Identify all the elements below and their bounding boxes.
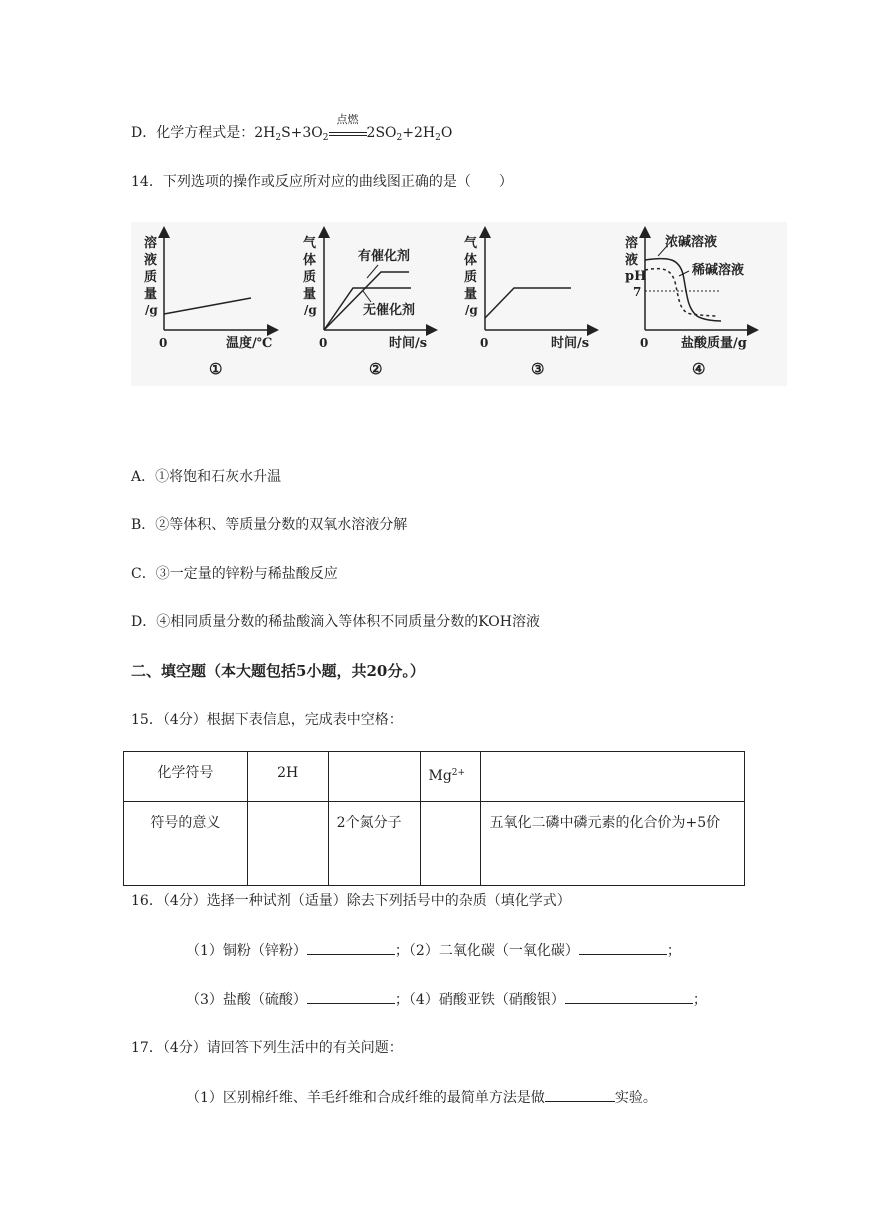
ylabel-char: 液 [144,253,158,268]
svg-text:质: 质 [464,270,478,285]
svg-text:0: 0 [480,336,489,350]
table-row [124,802,745,886]
ylabel-unit: /g [145,303,158,317]
answer-blank[interactable] [307,989,395,1004]
table-cell: $Mg^{2+}$ [420,752,481,802]
xlabel: 温度/℃ [226,336,273,351]
row-header: 化学符号 [124,752,248,802]
answer-blank[interactable] [307,940,395,955]
q14-option-b: B．②等体积、等质量分数的双氧水溶液分解 [131,517,408,533]
answer-blank[interactable] [579,940,667,955]
tick-7: 7 [633,285,642,299]
svg-text:溶: 溶 [625,236,639,251]
svg-text:体: 体 [464,253,478,268]
svg-text:时间/s: 时间/s [389,336,428,351]
svg-text:气: 气 [303,236,317,251]
svg-text:盐酸质量/g: 盐酸质量/g [681,336,747,351]
q15-table [123,751,745,886]
double-equals-sign [329,132,367,136]
svg-text:量: 量 [303,287,317,302]
graph-1 [144,232,273,378]
table-cell-blank[interactable] [247,802,328,886]
q14-stem: 14．下列选项的操作或反应所对应的曲线图正确的是（ ） [131,174,513,190]
q16-row-1: （1）铜粉（锌粉） ；（2）二氧化碳（一氧化碳） ； [186,940,681,961]
ylabel-char: 溶 [144,236,158,251]
curve-label: 浓碱溶液 [665,235,718,250]
q15-stem: 15．（4分）根据下表信息，完成表中空格： [131,712,403,728]
q16-stem: 16．（4分）选择一种试剂（适量）除去下列括号中的杂质（填化学式） [131,893,571,909]
table-row [124,752,745,802]
graph-1-curve [164,298,251,314]
graph-4 [625,232,753,378]
q14-option-a: A．①将饱和石灰水升温 [131,469,282,485]
row-header: 符号的意义 [124,802,248,886]
answer-blank[interactable] [545,1087,615,1102]
graph-3-curve [485,288,571,318]
svg-text:/g: /g [304,303,317,317]
table-cell: 2H [247,752,328,802]
ylabel-char: 量 [144,287,158,302]
q14-graphs-figure [131,222,787,386]
answer-blank[interactable] [565,989,693,1004]
svg-text:/g: /g [465,303,478,317]
svg-text:③: ③ [531,360,545,378]
curve-label: 有催化剂 [358,249,411,264]
no-catalyst-curve [324,272,409,330]
ylabel-char: 质 [144,270,158,285]
table-cell: 2个氮分子 [328,802,420,886]
equation-text: D．化学方程式是：2H [131,125,276,141]
svg-text:0: 0 [319,336,328,350]
reaction-condition: 点燃 [329,123,367,136]
svg-text:0: 0 [640,336,649,350]
table-cell-blank[interactable] [420,802,481,886]
curve-label: 无催化剂 [363,303,416,318]
svg-text:质: 质 [303,270,317,285]
svg-text:②: ② [369,360,383,378]
svg-text:④: ④ [692,360,706,378]
table-cell-blank[interactable] [328,752,420,802]
table-cell: 五氧化二磷中磷元素的化合价为+5价 [481,802,745,886]
svg-text:量: 量 [464,287,478,302]
section-2-title: 二、填空题（本大题包括5小题，共20分。） [131,662,425,680]
graph-3 [464,232,593,378]
svg-text:气: 气 [464,236,478,251]
graph-2 [303,232,432,378]
q17-item-1: （1）区别棉纤维、羊毛纤维和合成纤维的最简单方法是做 实验。 [186,1087,657,1108]
q16-row-2: （3）盐酸（硫酸） ；（4）硝酸亚铁（硝酸银） ； [186,989,707,1010]
graph-number: ① [209,360,223,378]
q17-stem: 17．（4分）请回答下列生活中的有关问题： [131,1040,403,1056]
q13-option-d: D．化学方程式是：$2H_2S+3O_2$ 点燃 $2SO_2+2H_2O$ [131,113,453,143]
svg-text:体: 体 [303,253,317,268]
curve-label: 稀碱溶液 [692,263,745,278]
q14-option-c: C．③一定量的锌粉与稀盐酸反应 [131,566,338,582]
table-cell-blank[interactable] [481,752,745,802]
svg-text:pH: pH [625,269,647,284]
svg-text:时间/s: 时间/s [551,336,590,351]
svg-text:液: 液 [625,253,639,268]
graphs-svg [131,222,787,386]
q14-option-d: D．④相同质量分数的稀盐酸滴入等体积不同质量分数的KOH溶液 [131,614,540,630]
origin-label: 0 [159,336,168,350]
